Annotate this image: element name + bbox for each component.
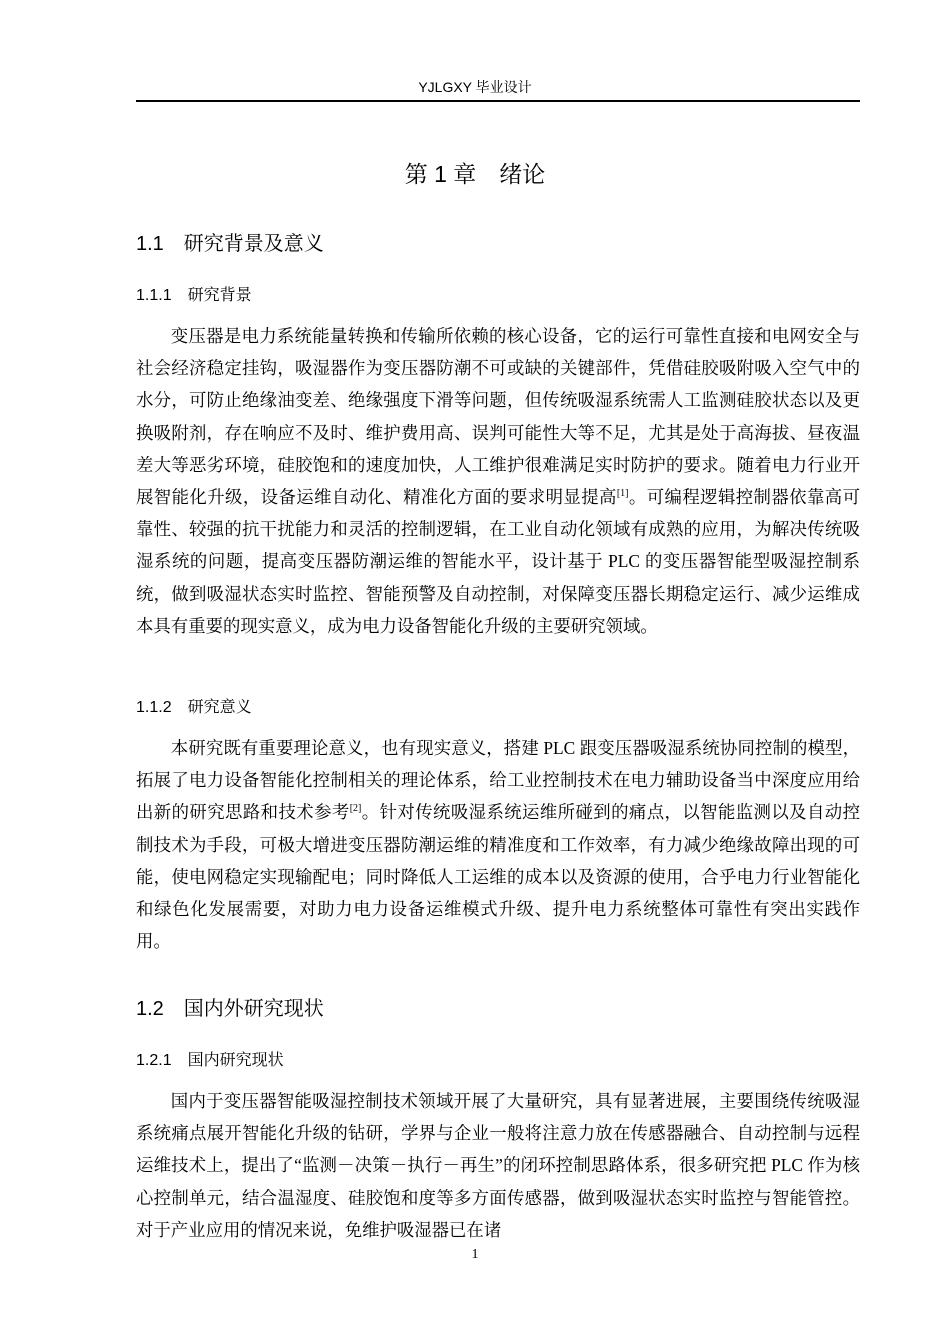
citation-1[interactable]: [1] (616, 488, 629, 500)
paragraph-domestic-research (136, 1085, 860, 1246)
paragraph-research-significance (136, 732, 860, 957)
section-heading-1-1: 1.1 研究背景及意义 (136, 233, 324, 255)
paragraph-text: 。针对传统吸湿系统运维所碰到的痛点，以智能监测以及自动控制技术为手段，可极大增进变压器防潮运维的精准度和工作效率，有力减少绝缘故障出现的可能，使电网稳定实现输配电；同时降低人工运维的成本以及资源的使用，合乎电力行业智能化和绿色化发展需要，对助力电力设备运维模式升级、提升电力系统整体可靠性有突出实践作用。 (136, 802, 860, 952)
subsection-heading-1-1-2: 1.1.2 研究意义 (136, 699, 252, 716)
paragraph-research-background (136, 320, 860, 642)
paragraph-text: 变压器是电力系统能量转换和传输所依赖的核心设备，它的运行可靠性直接和电网安全与社会经济稳定挂钩，吸湿器作为变压器防潮不可或缺的关键部件，凭借硅胶吸附吸入空气中的水分，可防止绝缘油变差、绝缘强度下滑等问题，但传统吸湿系统需人工监测硅胶状态以及更换吸附剂，存在响应不及时、维护费用高、误判可能性大等不足，尤其是处于高海拔、昼夜温差大等恶劣环境，硅胶饱和的速度加快，人工维护很难满足实时防护的要求。随着电力行业开展智能化升级，设备运维自动化、精准化方面的要求明显提高 (136, 326, 860, 508)
paragraph-text: 本研究既有重要理论意义，也有现实意义，搭建 PLC 跟变压器吸湿系统协同控制的模型，拓展了电力设备智能化控制相关的理论体系，给工业控制技术在电力辅助设备当中深度应用给出新的研究思路和技术参考 (136, 738, 860, 823)
subsection-heading-1-1-1: 1.1.1 研究背景 (136, 287, 252, 304)
header-divider (136, 100, 860, 102)
section-heading-1-2: 1.2 国内外研究现状 (136, 998, 324, 1020)
citation-2[interactable]: [2] (349, 803, 362, 815)
chapter-title: 第 1 章 绪论 (404, 161, 546, 187)
paragraph-text: 国内于变压器智能吸湿控制技术领域开展了大量研究，具有显著进展，主要围绕传统吸湿系统痛点展开智能化升级的钻研，学界与企业一般将注意力放在传感器融合、自动控制与远程运维技术上，提出了“监测－决策－执行－再生”的闭环控制思路体系，很多研究把 PLC 作为核心控制单元，结合温湿度、硅胶饱和度等多方面传感器，做到吸湿状态实时监控与智能管控。对于产业应用的情况来说，免维护吸湿器已在诸 (136, 1091, 860, 1240)
page-header: YJLGXY 毕业设计 (418, 79, 532, 95)
subsection-heading-1-2-1: 1.2.1 国内研究现状 (136, 1052, 284, 1069)
paragraph-text: 。可编程逻辑控制器依靠高可靠性、较强的抗干扰能力和灵活的控制逻辑，在工业自动化领域有成熟的应用，为解决传统吸湿系统的问题，提高变压器防潮运维的智能水平，设计基于 PLC 的变压器智能型吸湿控制系统，做到吸湿状态实时监控、智能预警及自动控制，对保障变压器长期稳定运行、减少运维成本具有重要的现实意义，成为电力设备智能化升级的主要研究领域。 (136, 487, 860, 636)
page-number: 1 (471, 1247, 479, 1262)
